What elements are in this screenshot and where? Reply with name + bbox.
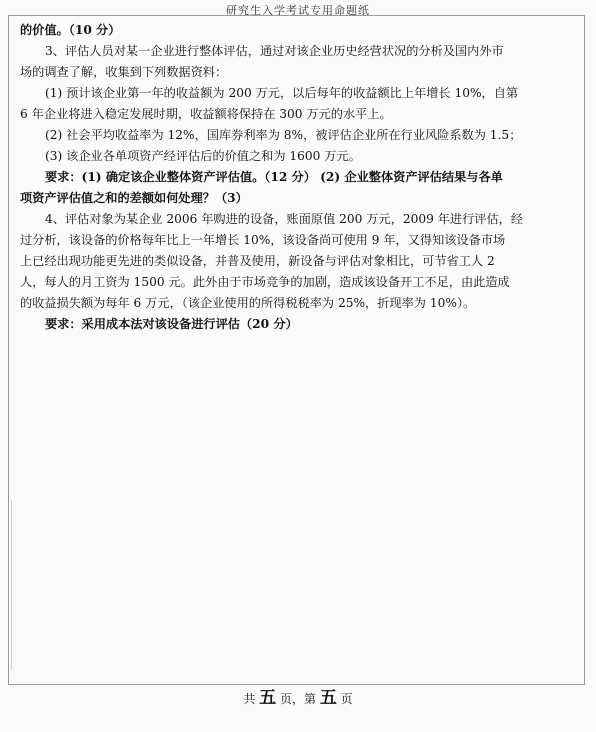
text-line-3: 场的调查了解，收集到下列数据资料：	[20, 65, 228, 79]
text-line-5: 6 年企业将进入稳定发展时期，收益额将保持在 300 万元的水平上。	[20, 107, 392, 121]
footer-middle: 页，第	[279, 692, 316, 706]
footer-current-page: 五	[319, 688, 337, 708]
footer-prefix: 共	[243, 692, 256, 706]
text-line-9: 项资产评估值之和的差额如何处理？（3）	[20, 191, 248, 205]
footer-total-pages: 五	[259, 688, 277, 708]
text-line-12: 上已经出现功能更先进的类似设备，并普及使用，新设备与评估对象相比，可节省工人 2	[20, 254, 495, 268]
page-header-title: 研究生入学考试专用命题纸	[226, 4, 370, 17]
text-line-8: 要求：(1) 确定该企业整体资产评估值。（12 分） (2) 企业整体资产评估结果与各单	[45, 170, 503, 184]
margin-line	[11, 500, 12, 670]
footer-suffix: 页	[340, 692, 353, 706]
text-line-6: (2) 社会平均收益率为 12%，国库券利率为 8%，被评估企业所在行业风险系数为 1.5；	[45, 128, 522, 142]
text-line-14: 的收益损失额为每年 6 万元，（该企业使用的所得税税率为 25%，折现率为 10%）。	[20, 296, 476, 310]
text-line-10: 4、评估对象为某企业 2006 年购进的设备，账面原值 200 万元，2009 年进行评估，经	[45, 212, 524, 226]
text-line-7: (3) 该企业各单项资产经评估后的价值之和为 1600 万元。	[45, 149, 361, 163]
text-line-2: 3、评估人员对某一企业进行整体评估，通过对该企业历史经营状况的分析及国内外市	[45, 44, 504, 58]
text-line-11: 过分析，该设备的价格每年比上一年增长 10%，该设备尚可使用 9 年，又得知该设备市场	[20, 233, 506, 247]
page-footer	[0, 683, 596, 708]
text-line-4: (1) 预计该企业第一年的收益额为 200 万元，以后每年的收益额比上年增长 10%，自第	[45, 86, 519, 100]
text-line-13: 人，每人的月工资为 1500 元。此外由于市场竞争的加剧，造成该设备开工不足，由此造成	[20, 275, 510, 289]
text-line-1: 的价值。（10 分）	[20, 23, 121, 37]
text-line-15: 要求：采用成本法对该设备进行评估（20 分）	[45, 317, 298, 331]
question-text	[20, 20, 580, 335]
